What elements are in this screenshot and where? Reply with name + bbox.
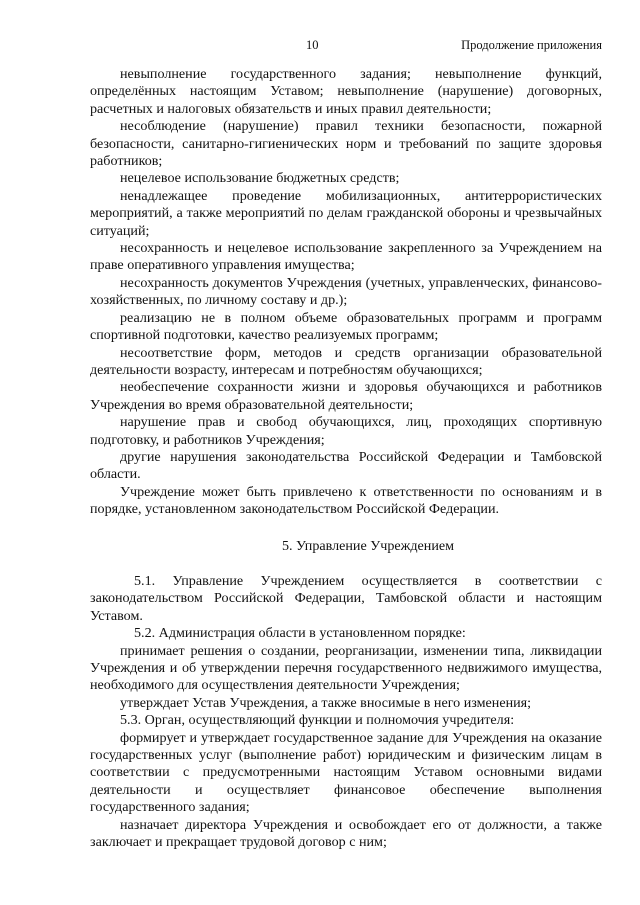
paragraph: формирует и утверждает государственное задание для Учреждения на оказание государственных услуг (выполнение работ) юридическим и физическим лицам в соответствии с предусмотренными настоящим Уставом основными видами деятельности и осуществляет финансовое обеспечение выполнения государственного задания; xyxy=(90,729,602,816)
paragraph: необеспечение сохранности жизни и здоровья обучающихся и работников Учреждения во время образовательной деятельности; xyxy=(90,379,602,413)
page-header xyxy=(0,38,640,56)
paragraph: утверждает Устав Учреждения, а также вносимые в него изменения; xyxy=(120,694,532,711)
paragraph: ненадлежащее проведение мобилизационных, антитеррористических мероприятий, а также мероприятий по делам гражданской обороны и чрезвычайных ситуаций; xyxy=(90,187,602,239)
paragraph: невыполнение государственного задания; невыполнение функций, определённых настоящим Уставом; невыполнение (нарушение) договорных, расчетных и налоговых обязательств и иных правил деятельности; xyxy=(90,66,602,117)
paragraph: несохранность документов Учреждения (учетных, управленческих, финансово-хозяйственных, по личному составу и др.); xyxy=(90,274,602,309)
paragraph: несоответствие форм, методов и средств организации образовательной деятельности возрасту, интересам и потребностям обучающихся; xyxy=(90,344,602,378)
document-body xyxy=(90,66,602,851)
paragraph: реализацию не в полном объеме образовательных программ и программ спортивной подготовки, качество реализуемых программ; xyxy=(90,309,602,344)
paragraph: принимает решения о создании, реорганизации, изменении типа, ликвидации Учреждения и об утверждении перечня государственного недвижимого имущества, необходимого для осуществления деятельности Учреждения; xyxy=(90,642,602,694)
page-number: 10 xyxy=(306,38,319,52)
paragraph: нарушение прав и свобод обучающихся, лиц, проходящих спортивную подготовку, и работников Учреждения; xyxy=(90,414,602,448)
paragraph: назначает директора Учреждения и освобождает его от должности, а также заключает и прекращает трудовой договор с ним; xyxy=(90,816,602,851)
continuation-label: Продолжение приложения xyxy=(461,38,602,52)
paragraph: 5.3. Орган, осуществляющий функции и полномочия учредителя: xyxy=(120,712,515,729)
section-heading: 5. Управление Учреждением xyxy=(281,537,455,554)
paragraph: Учреждение может быть привлечено к ответственности по основаниям и в порядке, установленном законодательством Российской Федерации. xyxy=(90,483,602,518)
paragraph: несоблюдение (нарушение) правил техники безопасности, пожарной безопасности, санитарно-гигиенических норм и требований по защите здоровья работников; xyxy=(90,118,602,170)
paragraph: 5.1. Управление Учреждением осуществляется в соответствии с законодательством Российской Федерации, Тамбовской области и настоящим Уставом. xyxy=(90,572,602,624)
paragraph: нецелевое использование бюджетных средств; xyxy=(120,170,400,187)
paragraph: несохранность и нецелевое использование закрепленного за Учреждением на праве оперативного управления имущества; xyxy=(90,240,602,274)
paragraph: другие нарушения законодательства Российской Федерации и Тамбовской области. xyxy=(90,448,602,483)
paragraph: 5.2. Администрация области в установленном порядке: xyxy=(134,625,466,642)
